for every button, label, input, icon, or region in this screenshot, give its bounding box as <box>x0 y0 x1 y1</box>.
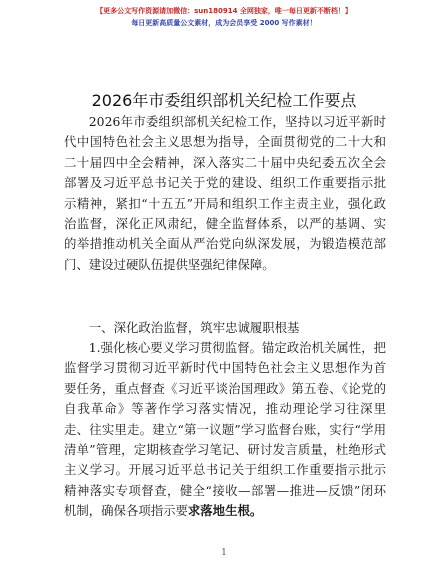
item-paragraph-1 <box>64 338 386 522</box>
item-paragraph-1-bold-end: 求落地生根。 <box>187 503 263 519</box>
section-heading-1: 一、深化政治监督，筑牢忠诚履职根基 <box>88 320 300 335</box>
document-title: 2026年市委组织部机关纪检工作要点 <box>91 91 357 110</box>
page-number: 1 <box>221 548 227 558</box>
intro-paragraph: 2026年市委组织部机关纪检工作，坚持以习近平新时代中国特色社会主义思想为指导，全面贯彻党的二十大和二十届四中全会精神，深入落实二十届中央纪委五次全会部署及习近平总书记关于党的建设、组织工作重要指示批示精神，紧扣“十五五”开局和组织工作主责主业，强化政治监督，深化正风肃纪，健全监督体系，以严的基调、实的举措推动机关全面从严治党向纵深发展，为锻造模范部门、建设过硬队伍提供坚强纪律保障。 <box>64 114 386 272</box>
promo-banner-top: 【更多公文写作资源请加微信：sun180914 全网独家，唯一每日更新不断档！】 <box>96 7 352 15</box>
item-paragraph-1-text: 1.强化核心要义学习贯彻监督。锚定政治机关属性，把监督学习贯彻习近平新时代中国特色社会主义思想作为首要任务，重点督查《习近平谈治国理政》第五卷、《论党的自我革命》等著作学习落实情况，推动理论学习往深里走、往实里走。建立“第一议题”学习监督台账，实行“学用清单”管理，定期核查学习笔记、研讨发言质量，杜绝形式主义学习。开展习近平总书记关于组织工作重要指示批示精神落实专项督查，健全“接收—部署—推进—反馈”闭环机制，确保各项指示要 <box>64 340 386 519</box>
promo-banner-sub: 每日更新高质量公文素材，成为会员享受 2000 写作素材！ <box>131 19 317 27</box>
